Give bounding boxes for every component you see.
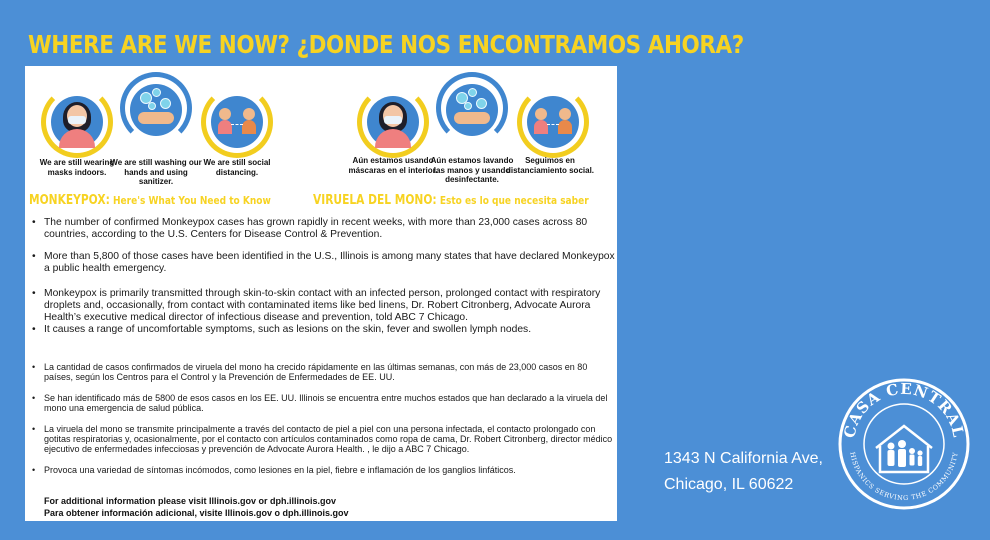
icon-caption: We are still washing our hands and using sanitizer. (110, 158, 202, 186)
social-distancing-icon (527, 96, 579, 148)
list-item: • Provoca una variedad de síntomas incómodos, como lesiones en la piel, fiebre e inflamación de los ganglios linfáticos. (32, 465, 617, 475)
icon-caption: We are still social distancing. (203, 158, 271, 177)
casa-central-logo (836, 376, 972, 512)
list-item: • La viruela del mono se transmite principalmente a través del contacto de piel a piel con una persona infectada, el contacto prolongado con gotitas respiratorias y, ocasionalmente, por el contacto con artículos contaminados como ropa de cama, Dr. Robert Citronberg, director médico ejecutivo de enfermedades infecciosas y prevención de Advocate Aurora Health. , le dijo a ABC 7 Chicago. (32, 424, 617, 455)
list-item: • Monkeypox is primarily transmitted through skin-to-skin contact with an infected person, prolonged contact with respiratory droplets and, occasionally, from contact with contaminated items like bed linens, Dr. Robert Citronberg, Advocate Aurora Health’s executive medical director of infectious disease and prevention, told ABC 7 Chicago. (32, 288, 617, 323)
page-title: WHERE ARE WE NOW? ¿DONDE NOS ENCONTRAMOS AHORA? (28, 30, 744, 59)
family-icon (888, 440, 923, 467)
logo-name: CASA CENTRAL (840, 379, 968, 440)
header-en (29, 193, 271, 208)
header-es-sub: Esto es lo que necesita saber (436, 194, 589, 207)
icon-caption: Seguimos en distanciamiento social. (505, 156, 595, 175)
icon-caption: Aún estamos usando máscaras en el interior. (348, 156, 438, 175)
list-item: • The number of confirmed Monkeypox cases has grown rapidly in recent weeks, with more than 23,000 cases across 80 countries, according to the U.S. Centers for Disease Control & Prevention. (32, 217, 617, 240)
info-panel (25, 66, 617, 521)
header-en-main: MONKEYPOX: (29, 193, 110, 208)
list-item: • More than 5,800 of those cases have been identified in the U.S., Illinois is among many states that have declared Monkeypox a public health emergency. (32, 251, 617, 274)
svg-text:CASA CENTRAL (840, 380, 967, 440)
hand-washing-icon (446, 84, 498, 136)
bullets-en (32, 217, 617, 347)
social-distancing-icon (211, 96, 263, 148)
footer-info-es: Para obtener información adicional, visite Illinois.gov o dph.illinois.gov (44, 508, 349, 518)
footer-info-en: For additional information please visit Illinois.gov or dph.illinois.gov (44, 496, 337, 506)
list-item: • La cantidad de casos confirmados de viruela del mono ha crecido rápidamente en las últimas semanas, con más de 23,000 casos en 80 países, según los Centros para el Control y la Prevención de Enfermedades de EE. UU. (32, 362, 617, 383)
icon-caption: Aún estamos lavando las manos y usando desinfectante. (430, 156, 514, 184)
masked-person-icon (51, 96, 103, 148)
address-block (664, 446, 823, 498)
bullets-es (32, 362, 617, 475)
header-es (313, 193, 589, 208)
masked-person-icon (367, 96, 419, 148)
logo-tagline: HISPANICS SERVING THE COMMUNITY (848, 451, 960, 503)
address-line-2: Chicago, IL 60622 (664, 476, 794, 493)
address-line-1: 1343 N California Ave, (664, 450, 823, 467)
header-en-sub: Here's What You Need to Know (109, 194, 271, 207)
list-item: • It causes a range of uncomfortable symptoms, such as lesions on the skin, fever and swollen lymph nodes. (32, 324, 617, 336)
hand-washing-icon (130, 84, 182, 136)
header-es-main: VIRUELA DEL MONO: (313, 193, 437, 208)
list-item: • Se han identificado más de 5800 de esos casos en los EE. UU. Illinois se encuentra entre muchos estados que han declarado a la viruela del mono una emergencia de salud pública. (32, 393, 617, 414)
icon-caption: We are still wearing masks indoors. (39, 158, 115, 177)
